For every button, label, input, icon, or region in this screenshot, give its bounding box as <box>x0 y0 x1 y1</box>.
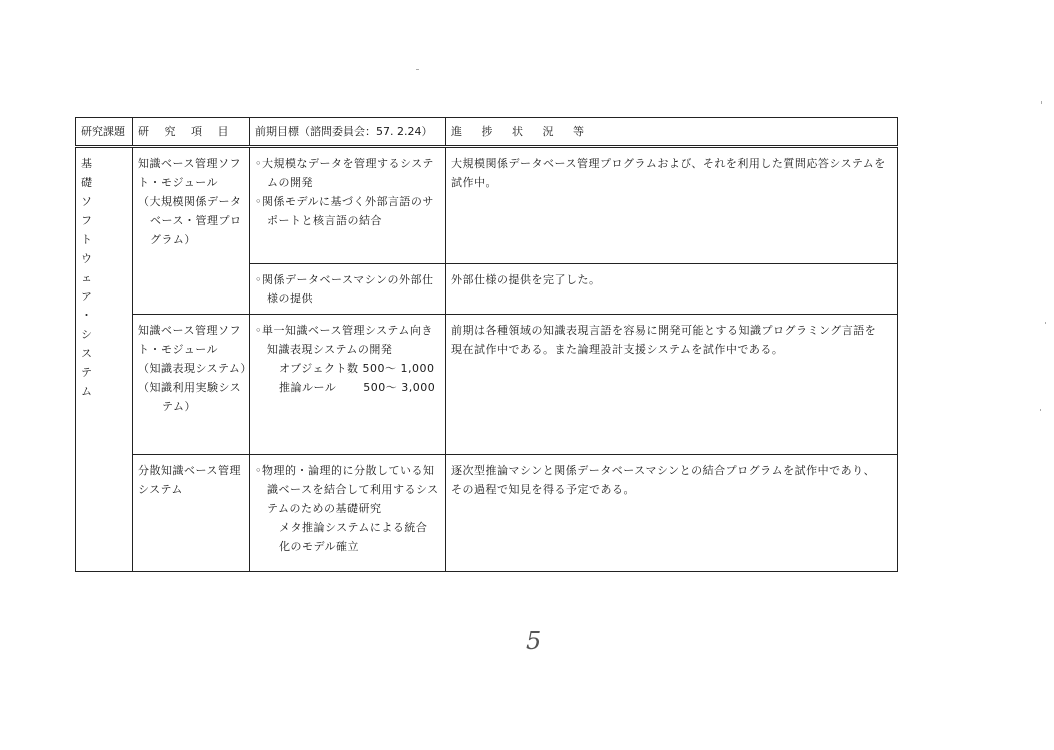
page-number: 5 <box>526 627 542 655</box>
scan-speck <box>1045 322 1046 324</box>
target-cell: ◦物理的・論理的に分散している知 識ベースを結合して利用するシス テムのための基礎研究 メタ推論システムによる統合 化のモデル確立 <box>250 455 446 572</box>
scan-speck <box>1041 101 1042 104</box>
scan-speck <box>1040 409 1041 411</box>
target-cell: ◦大規模なデータを管理するシステ ムの開発 ◦関係モデルに基づく外部言語のサ ポートと核言語の結合 <box>250 147 446 264</box>
target-cell: ◦関係データベースマシンの外部仕 様の提供 <box>250 264 446 315</box>
header-progress-status: 進 捗 状 況 等 <box>446 118 898 147</box>
table-row <box>76 315 898 455</box>
table-row <box>76 147 898 264</box>
progress-cell: 前期は各種領域の知識表現言語を容易に開発可能とする知識プログラミング言語を 現在試作中である。また論理設計支援システムを試作中である。 <box>446 315 898 455</box>
progress-cell: 逐次型推論マシンと関係データベースマシンとの結合プログラムを試作中であり、 その過程で知見を得る予定である。 <box>446 455 898 572</box>
research-item-cell: 分散知識ベース管理 システム <box>133 455 250 572</box>
header-research-item: 研 究 項 目 <box>133 118 250 147</box>
scan-speck <box>416 69 419 70</box>
progress-cell: 外部仕様の提供を完了した。 <box>446 264 898 315</box>
header-research-topic: 研究課題 <box>76 118 133 147</box>
research-progress-table <box>75 117 898 572</box>
progress-cell: 大規模関係データベース管理プログラムおよび、それを利用した質問応答システムを 試作中。 <box>446 147 898 264</box>
table-row <box>76 455 898 572</box>
research-topic-vertical-text: 基 礎 ソ フ ト ウ ェ ア ・ シ ス テ ム <box>81 157 93 398</box>
target-cell: ◦単一知識ベース管理システム向き 知識表現システムの開発 オブジェクト数 500～ 1,000 推論ルール 500～ 3,000 <box>250 315 446 455</box>
research-topic-cell <box>76 147 133 572</box>
header-first-term-target: 前期目標（諮問委員会：57. 2.24） <box>250 118 446 147</box>
research-item-cell: 知識ベース管理ソフ ト・モジュール （大規模関係データ ベース・管理プロ グラム） <box>133 147 250 315</box>
table-header-row <box>76 118 898 147</box>
research-item-cell: 知識ベース管理ソフ ト・モジュール （知識表現システム） （知識利用実験シス テム） <box>133 315 250 455</box>
